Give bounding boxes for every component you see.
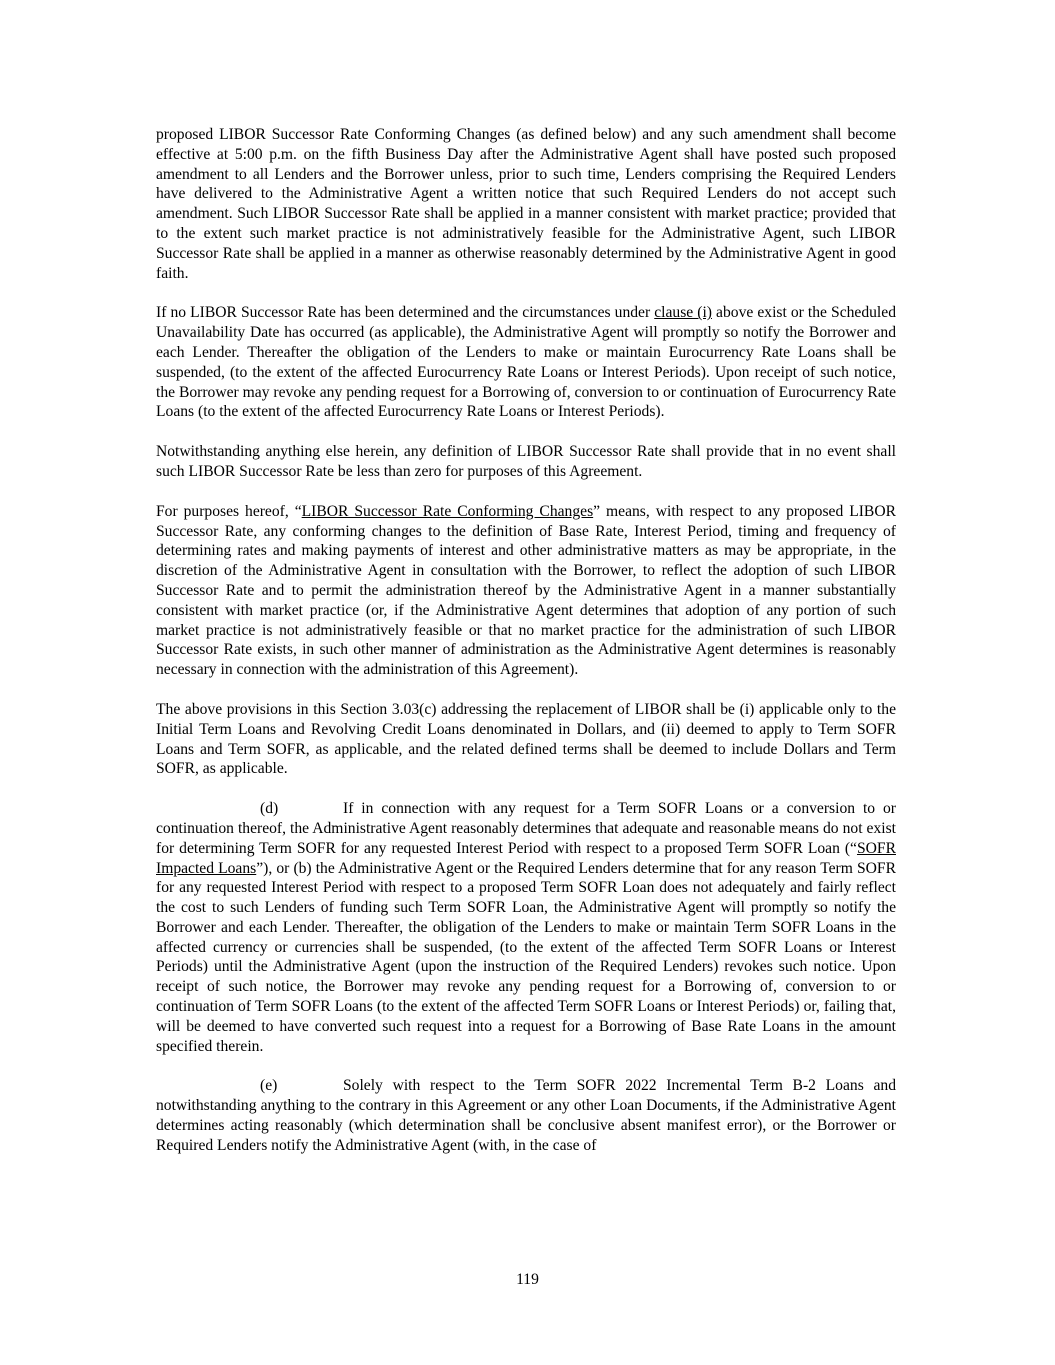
section-d-number: (d) (260, 800, 279, 818)
defined-term-conforming-changes: LIBOR Successor Rate Conforming Changes (301, 502, 594, 520)
clause-i-reference: clause (i) (654, 304, 712, 322)
page-number: 119 (516, 1271, 539, 1288)
section-e-text: Solely with respect to the Term SOFR 2022 Incremental Term B-2 Loans and notwithstanding anything to the contrary in this Agreement or any other Loan Documents, if the Administrative Agent determines acting reasonably (which determination shall be conclusive absent manifest error), or the Borrower or Required Lenders notify the Administrative Agent (with, in the case of (156, 1077, 896, 1154)
paragraph-2-text-after: above exist or the Scheduled Unavailability Date has occurred (as applicable), the Administrative Agent will promptly so notify the Borrower and each Lender. Thereafter the obligation of the Lenders to make or maintain Eurocurrency Rate Loans shall be suspended, (to the extent of the affected Eurocurrency Rate Loans or Interest Periods). Upon receipt of such notice, the Borrower may revoke any pending request for a Borrowing of, conversion to or continuation of Eurocurrency Rate Loans (to the extent of the affected Eurocurrency Rate Loans or Interest Periods). (156, 304, 896, 421)
section-e-paragraph (156, 1076, 896, 1155)
paragraph-3: Notwithstanding anything else herein, any definition of LIBOR Successor Rate shall provide that in no event shall such LIBOR Successor Rate be less than zero for purposes of this Agreement. (156, 443, 896, 480)
paragraph-2 (156, 303, 896, 422)
paragraph-2-text-before: If no LIBOR Successor Rate has been determined and the circumstances under (156, 304, 655, 322)
section-d-paragraph (156, 799, 896, 1056)
paragraph-1: proposed LIBOR Successor Rate Conforming Changes (as defined below) and any such amendment shall become effective at 5:00 p.m. on the fifth Business Day after the Administrative Agent shall have posted such proposed amendment to all Lenders and the Borrower unless, prior to such time, Lenders comprising the Required Lenders have delivered to the Administrative Agent a written notice that such Required Lenders do not accept such amendment. Such LIBOR Successor Rate shall be applied in a manner consistent with market practice; provided that to the extent such market practice is not administratively feasible for the Administrative Agent, such LIBOR Successor Rate shall be applied in a manner as otherwise reasonably determined by the Administrative Agent in good faith. (156, 126, 896, 282)
section-d-text-before: If in connection with any request for a Term SOFR Loans or a conversion to or continuation thereof, the Administrative Agent reasonably determines that adequate and reasonable means do not exist for determining Term SOFR for any requested Interest Period with respect to a proposed Term SOFR Loan (“ (156, 800, 896, 857)
paragraph-4 (156, 502, 896, 680)
section-d-text-after: ”), or (b) the Administrative Agent or the Required Lenders determine that for any reason Term SOFR for any requested Interest Period with respect to a proposed Term SOFR Loan does not adequately and fairly reflect the cost to such Lenders of funding such Term SOFR Loan, the Administrative Agent will promptly so notify the Borrower and each Lender. Thereafter, the obligation of the Lenders to make or maintain Term SOFR Loans in the affected currency or currencies shall be suspended, (to the extent of the affected Term SOFR Loans or Interest Periods) until the Administrative Agent (upon the instruction of the Required Lenders) revokes such notice. Upon receipt of such notice, the Borrower may revoke any pending request for a Borrowing of, conversion to or continuation of Term SOFR Loans (to the extent of the affected Term SOFR Loans or Interest Periods) or, failing that, will be deemed to have converted such request into a request for a Borrowing of Base Rate Loans in the amount specified therein. (156, 859, 896, 1055)
paragraph-5: The above provisions in this Section 3.03(c) addressing the replacement of LIBOR shall be (i) applicable only to the Initial Term Loans and Revolving Credit Loans denominated in Dollars, and (ii) deemed to apply to Term SOFR Loans and Term SOFR, as applicable, and the related defined terms shall be deemed to include Dollars and Term SOFR, as applicable. (156, 700, 896, 778)
section-e-number: (e) (260, 1077, 278, 1095)
paragraph-4-text-after: ” means, with respect to any proposed LIBOR Successor Rate, any conforming changes to the definition of Base Rate, Interest Period, timing and frequency of determining rates and making payments of interest and other administrative matters as may be appropriate, in the discretion of the Administrative Agent in consultation with the Borrower, to reflect the adoption of such LIBOR Successor Rate and to permit the administration thereof by the Administrative Agent in a manner substantially consistent with market practice (or, if the Administrative Agent determines that adoption of any portion of such market practice is not administratively feasible or that no market practice for the administration of such LIBOR Successor Rate exists, in such other manner of administration as the Administrative Agent determines is reasonably necessary in connection with the administration of this Agreement). (156, 502, 896, 679)
defined-term-sofr-impacted-loans: SOFR Impacted Loans (156, 839, 896, 877)
document-body (156, 125, 896, 1176)
paragraph-4-text-before: For purposes hereof, “ (156, 502, 302, 520)
